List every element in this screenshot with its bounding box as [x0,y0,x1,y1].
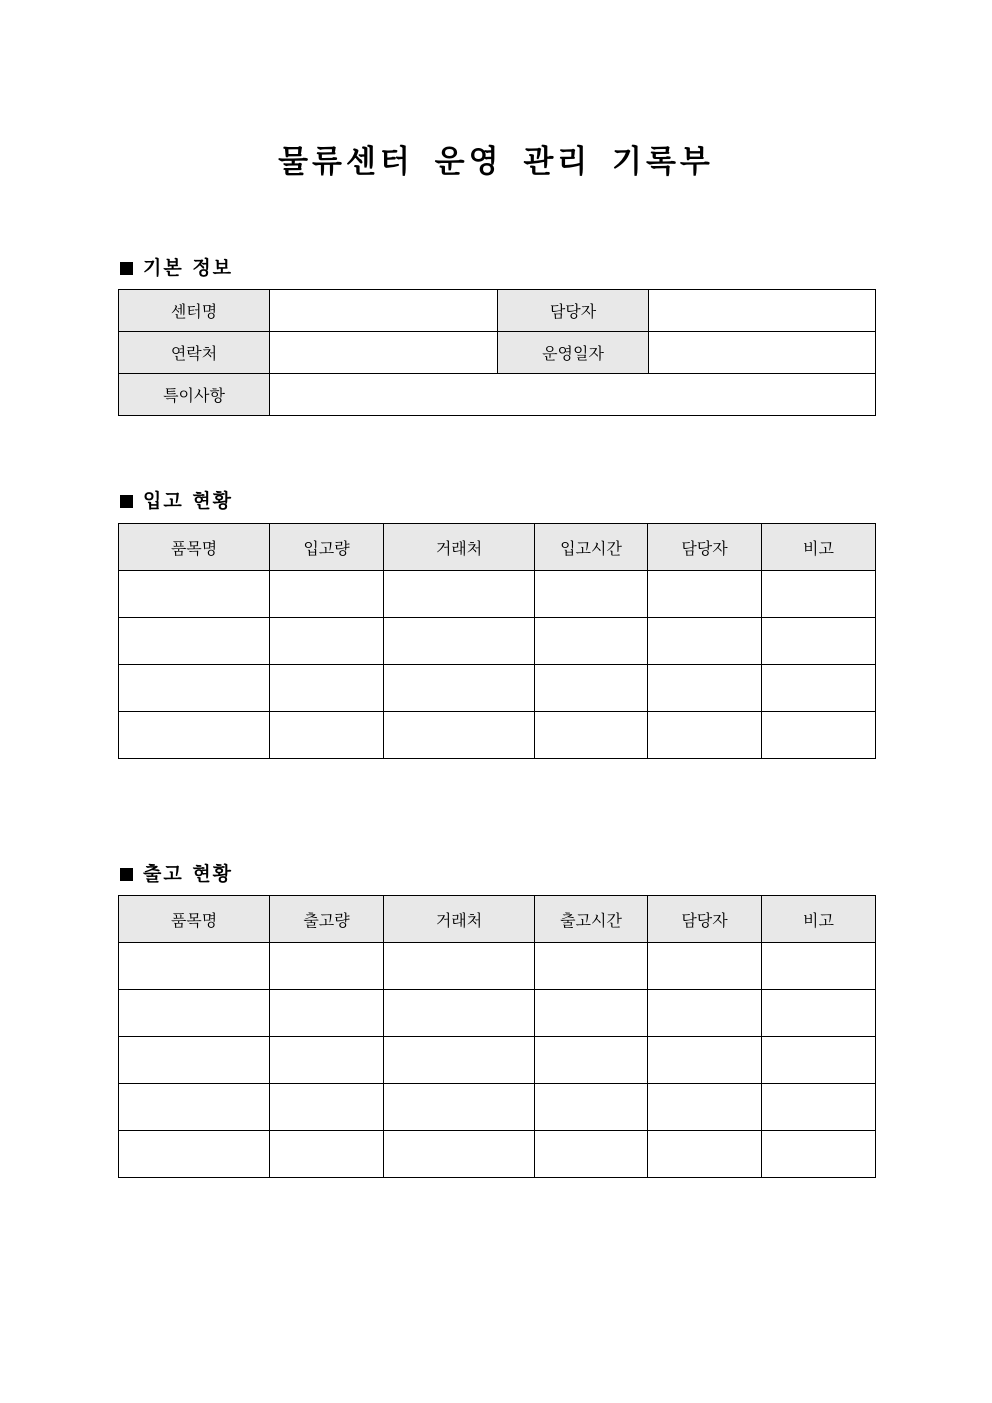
table-cell[interactable] [384,990,535,1037]
table-cell[interactable] [762,1131,876,1178]
table-cell[interactable] [384,1037,535,1084]
table-row [119,290,876,332]
table-header-row [119,896,876,943]
column-header: 출고시간 [535,896,648,943]
table-row [119,374,876,416]
table-cell[interactable] [119,618,270,665]
table-cell[interactable] [648,1131,762,1178]
operation-date-field[interactable] [649,332,876,374]
table-cell[interactable] [119,665,270,712]
table-cell[interactable] [648,1084,762,1131]
table-cell[interactable] [384,1131,535,1178]
table-cell[interactable] [119,990,270,1037]
table-cell[interactable] [270,990,384,1037]
table-cell[interactable] [119,571,270,618]
basic-info-table [118,289,876,416]
section-heading-text: 입고 현황 [143,490,234,512]
center-name-label: 센터명 [119,290,270,332]
column-header: 입고시간 [535,524,648,571]
table-cell[interactable] [648,712,762,759]
table-cell[interactable] [762,712,876,759]
table-cell[interactable] [384,618,535,665]
column-header: 비고 [762,896,876,943]
table-cell[interactable] [762,571,876,618]
contact-field[interactable] [270,332,498,374]
column-header: 출고량 [270,896,384,943]
section-heading-inbound [120,486,233,513]
operation-date-label: 운영일자 [498,332,649,374]
table-cell[interactable] [762,990,876,1037]
table-cell[interactable] [762,943,876,990]
table-cell[interactable] [648,571,762,618]
table-cell[interactable] [270,712,384,759]
section-heading-outbound [120,859,233,886]
column-header: 입고량 [270,524,384,571]
page-title: 물류센터 운영 관리 기록부 [278,144,714,180]
column-header: 품목명 [119,524,270,571]
table-cell[interactable] [384,665,535,712]
table-cell[interactable] [270,943,384,990]
table-cell[interactable] [535,571,648,618]
square-bullet-icon [120,262,133,275]
remarks-field[interactable] [270,374,876,416]
table-cell[interactable] [535,1084,648,1131]
inbound-table [118,523,876,759]
table-cell[interactable] [535,712,648,759]
section-heading-text: 출고 현황 [143,863,234,885]
table-cell[interactable] [384,943,535,990]
table-cell[interactable] [648,943,762,990]
center-name-field[interactable] [270,290,498,332]
table-cell[interactable] [762,1084,876,1131]
square-bullet-icon [120,495,133,508]
table-cell[interactable] [270,618,384,665]
table-cell[interactable] [648,665,762,712]
table-cell[interactable] [270,665,384,712]
section-heading-text: 기본 정보 [143,257,234,279]
table-row [119,571,876,618]
remarks-label: 특이사항 [119,374,270,416]
table-cell[interactable] [270,571,384,618]
table-cell[interactable] [119,1037,270,1084]
table-cell[interactable] [270,1084,384,1131]
table-cell[interactable] [648,1037,762,1084]
table-cell[interactable] [648,990,762,1037]
table-cell[interactable] [648,618,762,665]
table-cell[interactable] [119,943,270,990]
table-cell[interactable] [270,1037,384,1084]
table-row [119,332,876,374]
section-heading-basic-info [120,253,233,280]
square-bullet-icon [120,868,133,881]
table-cell[interactable] [535,1131,648,1178]
manager-label: 담당자 [498,290,649,332]
table-cell[interactable] [384,571,535,618]
table-row [119,1084,876,1131]
table-row [119,943,876,990]
table-row [119,1037,876,1084]
table-cell[interactable] [535,1037,648,1084]
column-header: 거래처 [384,524,535,571]
column-header: 거래처 [384,896,535,943]
table-cell[interactable] [119,712,270,759]
table-row [119,1131,876,1178]
column-header: 담당자 [648,524,762,571]
contact-label: 연락처 [119,332,270,374]
outbound-table [118,895,876,1178]
table-cell[interactable] [384,712,535,759]
table-cell[interactable] [270,1131,384,1178]
table-row [119,712,876,759]
table-cell[interactable] [119,1084,270,1131]
column-header: 담당자 [648,896,762,943]
table-cell[interactable] [762,1037,876,1084]
table-cell[interactable] [762,618,876,665]
table-cell[interactable] [535,943,648,990]
table-row [119,618,876,665]
table-row [119,990,876,1037]
table-cell[interactable] [535,990,648,1037]
table-header-row [119,524,876,571]
table-cell[interactable] [119,1131,270,1178]
table-cell[interactable] [384,1084,535,1131]
table-cell[interactable] [535,618,648,665]
manager-field[interactable] [649,290,876,332]
table-cell[interactable] [535,665,648,712]
table-cell[interactable] [762,665,876,712]
column-header: 비고 [762,524,876,571]
table-row [119,665,876,712]
column-header: 품목명 [119,896,270,943]
